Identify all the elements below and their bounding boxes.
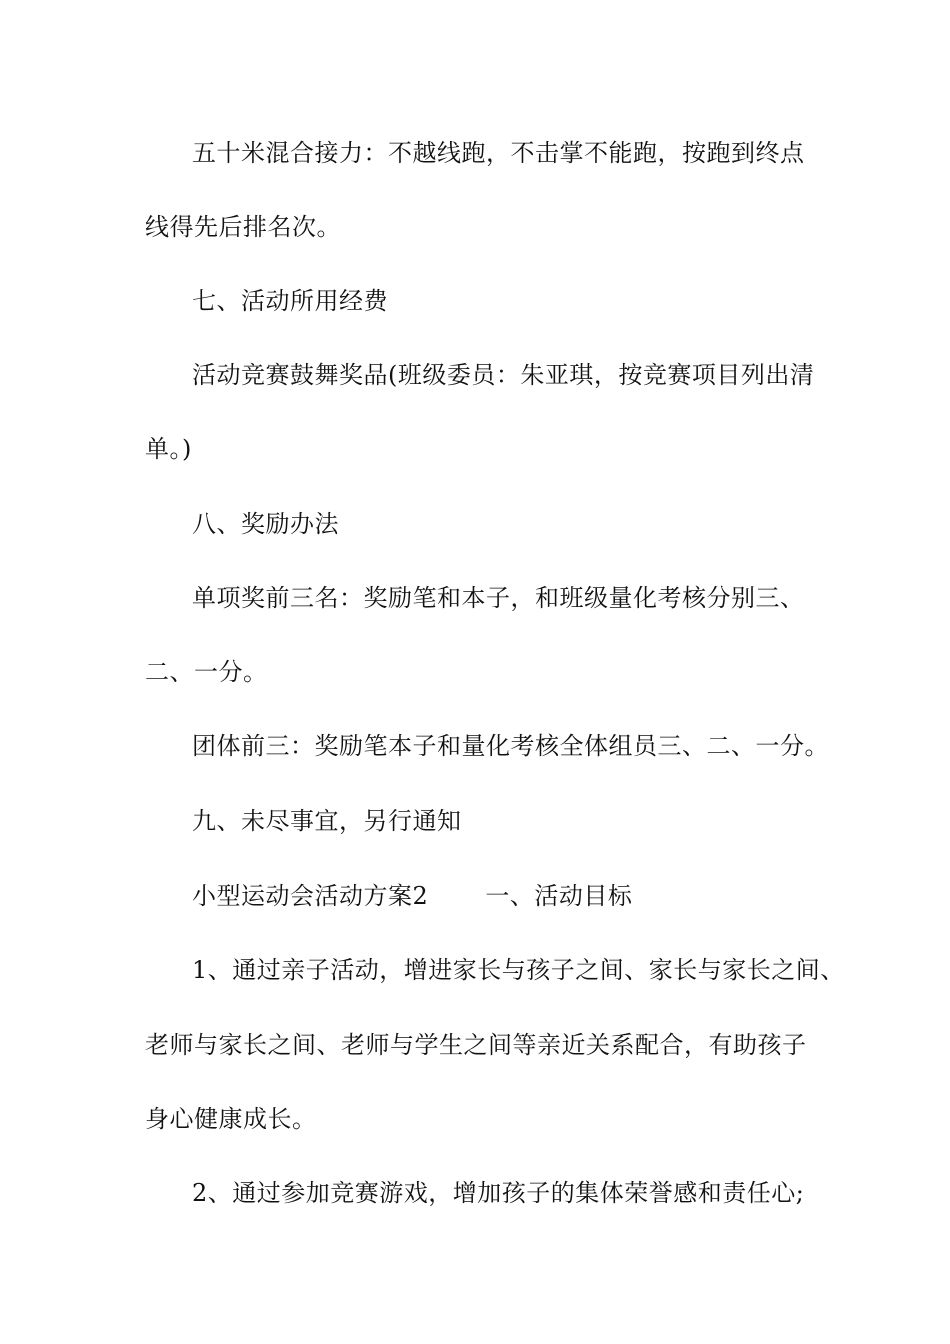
- paragraph-line: 团体前三：奖励笔本子和量化考核全体组员三、二、一分。: [192, 732, 829, 760]
- paragraph-line: 活动竞赛鼓舞奖品(班级委员：朱亚琪，按竞赛项目列出清: [192, 361, 815, 389]
- paragraph-line: 身心健康成长。: [145, 1105, 317, 1133]
- section-heading: 八、奖励办法: [192, 510, 339, 538]
- document-title-line: 小型运动会活动方案2 一、活动目标: [192, 882, 633, 910]
- section-heading: 七、活动所用经费: [192, 287, 388, 315]
- paragraph-line: 单。): [145, 435, 192, 463]
- paragraph-line: 单项奖前三名：奖励笔和本子，和班级量化考核分别三、: [192, 584, 805, 612]
- paragraph-line: 五十米混合接力：不越线跑，不击掌不能跑，按跑到终点: [192, 139, 805, 167]
- paragraph-line: 2、通过参加竞赛游戏，增加孩子的集体荣誉感和责任心;: [192, 1179, 805, 1207]
- paragraph-line: 1、通过亲子活动，增进家长与孩子之间、家长与家长之间、: [192, 956, 845, 984]
- paragraph-line: 老师与家长之间、老师与学生之间等亲近关系配合，有助孩子: [145, 1031, 807, 1059]
- paragraph-line: 二、一分。: [145, 658, 268, 686]
- section-heading: 九、未尽事宜，另行通知: [192, 807, 462, 835]
- paragraph-line: 线得先后排名次。: [145, 213, 341, 241]
